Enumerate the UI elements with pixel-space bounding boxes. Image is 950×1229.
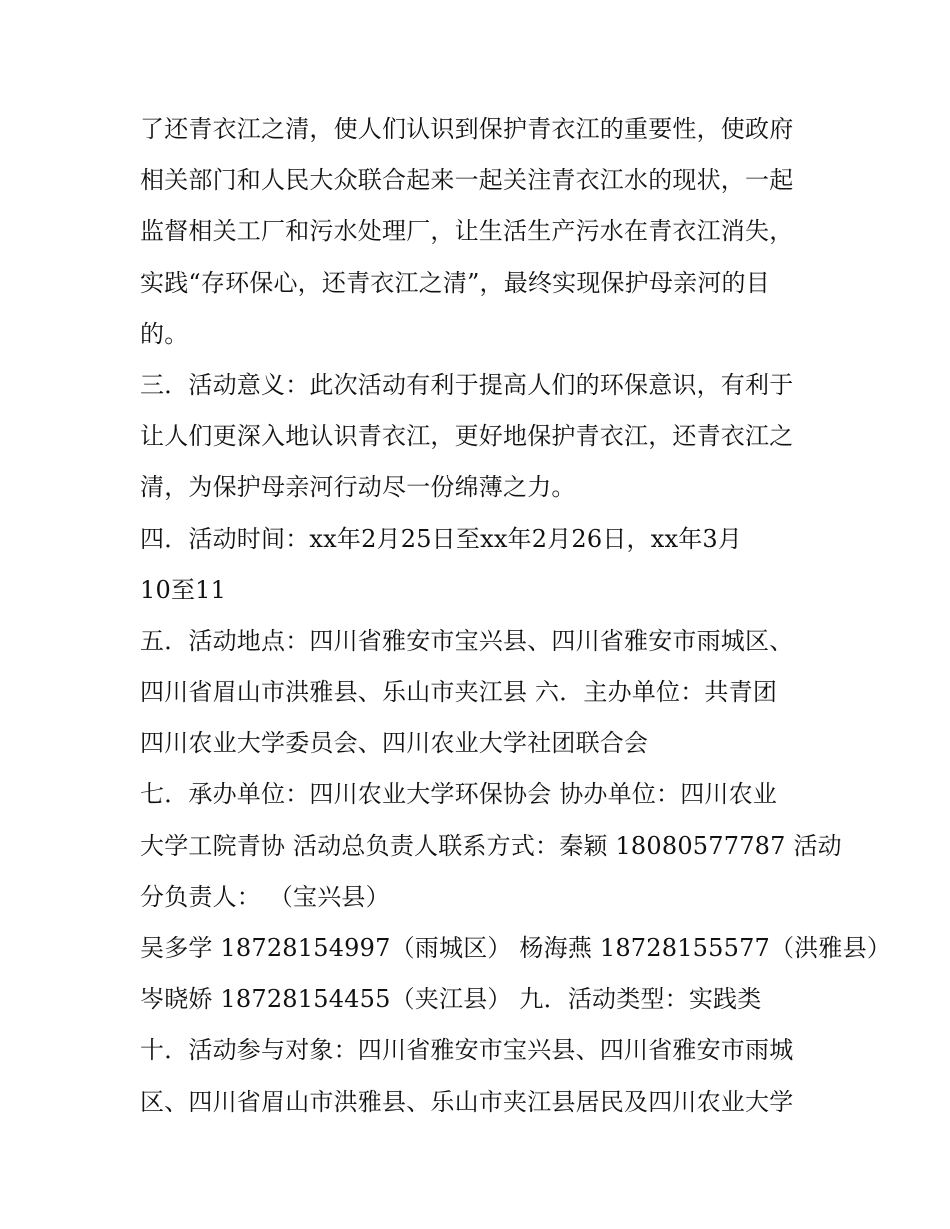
body-text: [140, 104, 892, 1128]
text-line: 四．活动时间：xx年2月25日至xx年2月26日，xx年3月: [140, 524, 743, 553]
text-line: 了还青衣江之清，使人们认识到保护青衣江的重要性，使政府: [140, 115, 794, 143]
text-line: 清，为保护母亲河行动尽一份绵薄之力。: [140, 473, 576, 502]
text-line: 四川农业大学委员会、四川农业大学社团联合会: [140, 729, 649, 758]
text-line: 让人们更深入地认识青衣江，更好地保护青衣江，还青衣江之: [140, 422, 794, 451]
text-line: 吴多学 18728154997（雨城区） 杨海燕 18728155577（洪雅县）: [140, 934, 892, 962]
text-line: 监督相关工厂和污水处理厂，让生活生产污水在青衣江消失，: [140, 217, 794, 246]
text-line: 十．活动参与对象：四川省雅安市宝兴县、四川省雅安市雨城: [140, 1036, 794, 1065]
text-line: 相关部门和人民大众联合起来一起关注青衣江水的现状，一起: [140, 166, 794, 195]
text-line: 分负责人： （宝兴县）: [140, 882, 390, 911]
text-line: 四川省眉山市洪雅县、乐山市夹江县 六．主办单位：共青团: [140, 678, 778, 707]
text-line: 的。: [140, 319, 189, 348]
text-line: 实践“存环保心，还青衣江之清”，最终实现保护母亲河的目: [140, 268, 770, 297]
text-line: 三．活动意义：此次活动有利于提高人们的环保意识，有利于: [140, 370, 794, 399]
text-line: 10至11: [140, 575, 227, 604]
text-line: 七．承办单位：四川农业大学环保协会 协办单位：四川农业: [140, 780, 778, 809]
text-line: 五．活动地点：四川省雅安市宝兴县、四川省雅安市雨城区、: [140, 626, 794, 655]
text-line: 岑晓娇 18728154455（夹江县） 九．活动类型：实践类: [140, 985, 762, 1014]
text-line: 区、四川省眉山市洪雅县、乐山市夹江县居民及四川农业大学: [140, 1087, 794, 1116]
text-line: 大学工院青协 活动总负责人联系方式：秦颖 18080577787 活动: [140, 831, 842, 860]
